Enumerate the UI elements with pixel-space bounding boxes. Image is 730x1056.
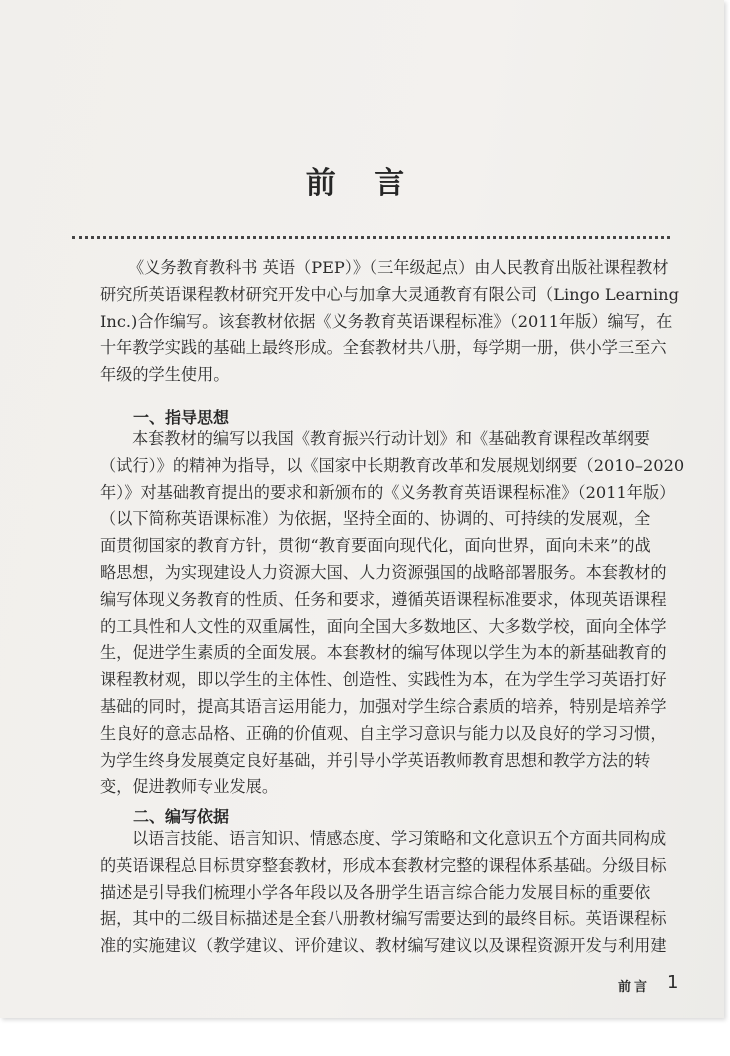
text-line: 为学生终身发展奠定良好基础，并引导小学英语教师教育思想和教学方法的转 <box>100 750 651 770</box>
text-line: 面贯彻国家的教育方针，贯彻“教育要面向现代化，面向世界，面向未来”的战 <box>100 536 651 556</box>
text-line: 准的实施建议（教学建议、评价建议、教材编写建议以及课程资源开发与利用建 <box>100 936 667 956</box>
text-line: 研究所英语课程教材研究开发中心与加拿大灵通教育有限公司（Lingo Learning <box>100 284 679 304</box>
text-line: 据，其中的二级目标描述是全套八册教材编写需要达到的最终目标。英语课程标 <box>100 909 667 929</box>
section-heading-compilation-basis: 二、编写依据 <box>133 807 230 826</box>
text-line: 年级的学生使用。 <box>100 365 230 385</box>
text-line: 变，促进教师专业发展。 <box>100 777 279 797</box>
dotted-divider <box>72 236 670 239</box>
text-line: （以下简称英语课标准）为依据，坚持全面的、协调的、可持续的发展观，全 <box>100 509 651 529</box>
text-line: 编写体现义务教育的性质、任务和要求，遵循英语课程标准要求，体现英语课程 <box>100 589 667 609</box>
text-line: 生良好的意志品格、正确的价值观、自主学习意识与能力以及良好的学习习惯， <box>100 723 667 743</box>
intro-paragraph <box>100 255 679 389</box>
text-line: 课程教材观，即以学生的主体性、创造性、实践性为本，在为学生学习英语打好 <box>100 670 667 690</box>
text-line: 以语言技能、语言知识、情感态度、学习策略和文化意识五个方面共同构成 <box>132 829 667 848</box>
text-line: 描述是引导我们梳理小学各年段以及各册学生语言综合能力发展目标的重要依 <box>100 882 651 902</box>
section-heading-guiding-ideas: 一、指导思想 <box>133 408 230 427</box>
footer-section-label: 前言 <box>618 980 651 995</box>
text-line: （试行）》的精神为指导，以《国家中长期教育改革和发展规划纲要（2010–2020 <box>100 455 685 475</box>
page-number: 1 <box>667 972 679 993</box>
page-title: 前 言 <box>305 166 419 201</box>
text-line: 生，促进学生素质的全面发展。本套教材的编写体现以学生为本的新基础教育的 <box>100 643 667 663</box>
text-line: 的工具性和人文性的双重属性，面向全国大多数地区、大多数学校，面向全体学 <box>100 616 667 636</box>
text-line: 本套教材的编写以我国《教育振兴行动计划》和《基础教育课程改革纲要 <box>132 429 650 448</box>
text-line: 十年教学实践的基础上最终形成。全套教材共八册，每学期一册，供小学三至六 <box>100 338 667 358</box>
text-line: 略思想，为实现建设人力资源大国、人力资源强国的战略部署服务。本套教材的 <box>100 562 667 582</box>
text-line: 年）》对基础教育提出的要求和新颁布的《义务教育英语课程标准》（2011年版） <box>100 482 676 502</box>
section2-paragraph <box>100 826 667 960</box>
text-line: Inc.)合作编写。该套教材依据《义务教育英语课程标准》（2011年版）编写，在 <box>100 311 673 331</box>
text-line: 的英语课程总目标贯穿整套教材，形成本套教材完整的课程体系基础。分级目标 <box>100 855 667 875</box>
section1-paragraph <box>100 426 685 801</box>
text-line: 基础的同时，提高其语言运用能力，加强对学生综合素质的培养，特别是培养学 <box>100 696 667 716</box>
text-line: 《义务教育教科书 英语（PEP）》（三年级起点）由人民教育出版社课程教材 <box>128 258 669 277</box>
